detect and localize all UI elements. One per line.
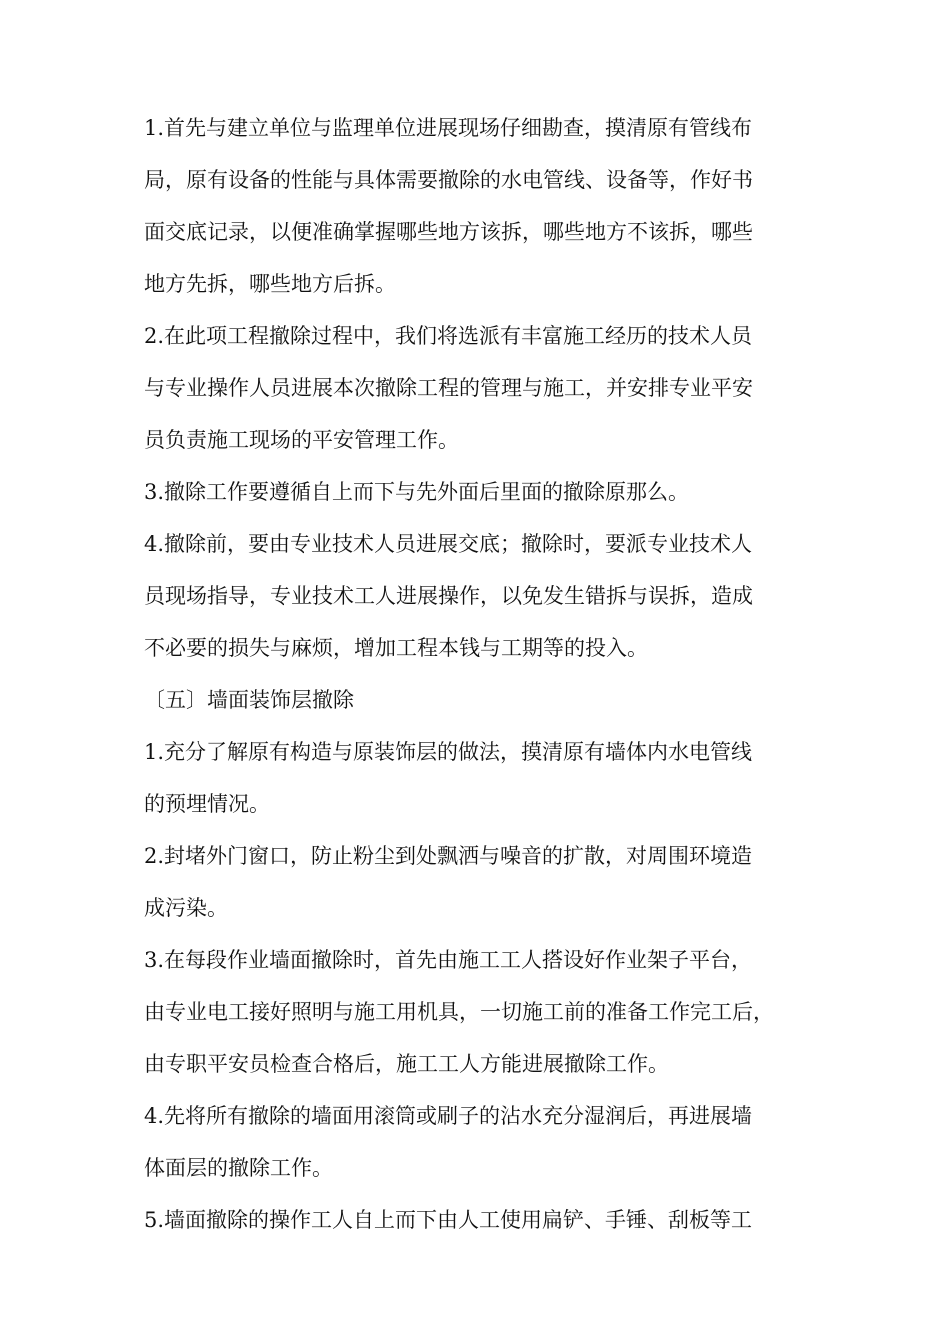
text-line: 面交底记录，以便准确掌握哪些地方该拆，哪些地方不该拆，哪些	[144, 220, 753, 244]
text-line: 不必要的损失与麻烦，增加工程本钱与工期等的投入。	[144, 636, 648, 660]
text-line: 2.在此项工程撤除过程中，我们将选派有丰富施工经历的技术人员	[144, 324, 753, 348]
text-line: 成污染。	[144, 896, 228, 920]
text-line: 由专职平安员检查合格后，施工工人方能进展撤除工作。	[144, 1052, 669, 1076]
text-line: 员负责施工现场的平安管理工作。	[144, 428, 459, 452]
text-line: 的预埋情况。	[144, 792, 270, 816]
text-line: 1.首先与建立单位与监理单位进展现场仔细勘查，摸清原有管线布	[144, 116, 753, 140]
text-line: 4.先将所有撤除的墙面用滚筒或刷子的沾水充分湿润后，再进展墙	[144, 1104, 753, 1128]
text-line: 3.撤除工作要遵循自上而下与先外面后里面的撤除原那么。	[144, 480, 690, 504]
section-heading: 〔五〕墙面装饰层撤除	[144, 688, 354, 712]
text-line: 员现场指导，专业技术工人进展操作，以免发生错拆与误拆，造成	[144, 584, 753, 608]
document-body	[144, 102, 800, 1246]
text-line: 1.充分了解原有构造与原装饰层的做法，摸清原有墙体内水电管线	[144, 740, 753, 764]
text-line: 局，原有设备的性能与具体需要撤除的水电管线、设备等，作好书	[144, 168, 753, 192]
text-line: 地方先拆，哪些地方后拆。	[144, 272, 396, 296]
text-line: 由专业电工接好照明与施工用机具，一切施工前的准备工作完工后，	[144, 1000, 774, 1024]
text-line: 体面层的撤除工作。	[144, 1156, 333, 1180]
text-line: 3.在每段作业墙面撤除时，首先由施工工人搭设好作业架子平台，	[144, 948, 753, 972]
text-line: 4.撤除前，要由专业技术人员进展交底；撤除时，要派专业技术人	[144, 532, 753, 556]
text-line: 2.封堵外门窗口，防止粉尘到处飘洒与噪音的扩散，对周围环境造	[144, 844, 753, 868]
text-line: 与专业操作人员进展本次撤除工程的管理与施工，并安排专业平安	[144, 376, 753, 400]
text-line: 5.墙面撤除的操作工人自上而下由人工使用扁铲、手锤、刮板等工	[144, 1208, 753, 1232]
